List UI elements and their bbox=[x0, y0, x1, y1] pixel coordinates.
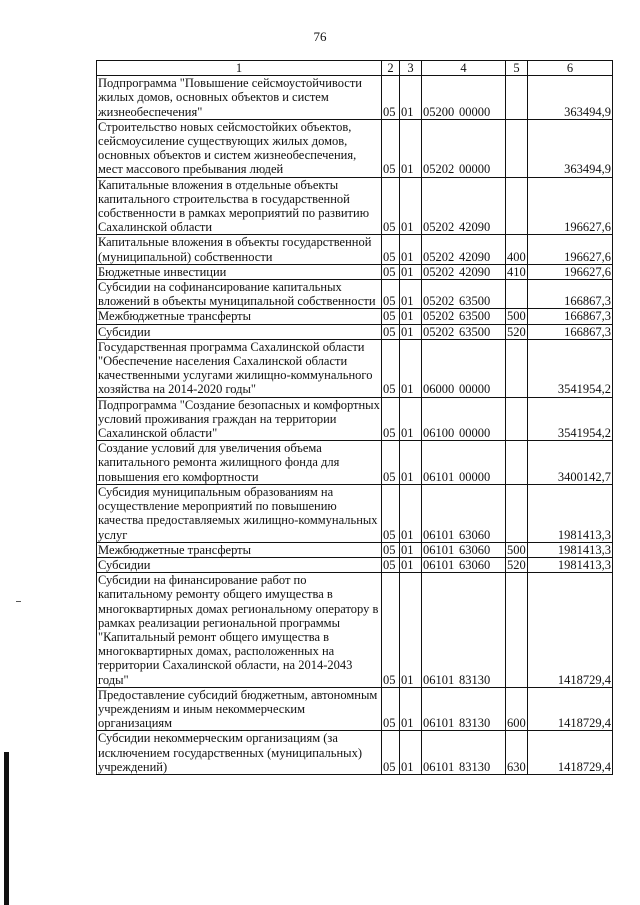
column-header-name: 1 bbox=[97, 61, 382, 76]
row-target-article bbox=[422, 542, 506, 557]
row-amount: 1981413,3 bbox=[528, 484, 613, 542]
row-target-article-direction: 00000 bbox=[459, 426, 491, 441]
row-amount: 3400142,7 bbox=[528, 441, 613, 485]
row-name: Межбюджетные трансферты bbox=[97, 542, 382, 557]
row-section-code: 05 bbox=[382, 119, 400, 177]
table-row bbox=[97, 119, 613, 177]
row-name: Подпрограмма "Создание безопасных и комфортных условий проживания граждан на территории Сахалинской области" bbox=[98, 397, 380, 441]
row-name: Капитальные вложения в объекты государственной (муниципальной) собственности bbox=[97, 235, 382, 264]
row-amount: 1418729,4 bbox=[528, 573, 613, 688]
row-name: Субсидия муниципальным образованиям на осуществление мероприятий по повышению качества предоставляемых жилищно-коммунальных услуг bbox=[97, 484, 382, 542]
row-subsection-code: 01 bbox=[400, 264, 422, 279]
row-target-article bbox=[422, 339, 506, 397]
row-name: Межбюджетные трансферты bbox=[97, 309, 382, 324]
row-name: Государственная программа Сахалинской области "Обеспечение населения Сахалинской области качественными услугами жилищно-коммунального хозяйства на 2014-2020 годы" bbox=[97, 339, 382, 397]
row-amount: 166867,3 bbox=[528, 280, 613, 309]
row-target-article-program: 05202 bbox=[423, 309, 455, 324]
row-section-code: 05 bbox=[382, 177, 400, 235]
row-name: Бюджетные инвестиции bbox=[97, 264, 382, 279]
row-amount: 1418729,4 bbox=[528, 687, 613, 731]
row-target-article-direction: 83130 bbox=[459, 759, 491, 774]
table-row bbox=[97, 280, 613, 309]
row-name: Капитальные вложения в отдельные объекты капитального строительства в государственной собственности в рамках мероприятий по развитию Сахалинской области bbox=[97, 177, 382, 235]
row-name: Подпрограмма "Повышение сейсмоустойчивости жилых домов, основных объектов и систем жизнеобеспечения" bbox=[97, 76, 382, 120]
row-name: Создание условий для увеличения объема капитального ремонта жилищного фонда для повышения его комфортности bbox=[97, 441, 382, 485]
row-amount: 1418729,4 bbox=[528, 731, 613, 775]
row-amount: 363494,9 bbox=[528, 119, 613, 177]
row-target-article-program: 06101 bbox=[423, 716, 455, 731]
row-section-code: 05 bbox=[382, 573, 400, 688]
row-target-article bbox=[422, 177, 506, 235]
row-expense-type bbox=[506, 339, 528, 397]
row-expense-type: 600 bbox=[506, 687, 528, 731]
row-amount: 196627,6 bbox=[528, 235, 613, 264]
row-target-article-program: 06000 bbox=[423, 382, 455, 397]
row-section-code: 05 bbox=[382, 731, 400, 775]
row-section-code: 05 bbox=[382, 264, 400, 279]
row-target-article bbox=[422, 324, 506, 339]
row-target-article bbox=[422, 484, 506, 542]
row-target-article-direction: 63500 bbox=[459, 324, 491, 339]
row-expense-type bbox=[506, 573, 528, 688]
row-amount: 3541954,2 bbox=[528, 397, 613, 441]
row-expense-type: 410 bbox=[507, 264, 526, 279]
column-header-section: 2 bbox=[382, 61, 400, 76]
row-amount: 1981413,3 bbox=[528, 557, 613, 572]
row-target-article-direction: 00000 bbox=[459, 382, 491, 397]
row-target-article-program: 06101 bbox=[423, 527, 455, 542]
row-target-article-direction: 83130 bbox=[459, 672, 491, 687]
page-number: 76 bbox=[313, 29, 327, 44]
row-target-article bbox=[422, 731, 506, 775]
row-target-article-program: 06100 bbox=[423, 426, 455, 441]
row-section-code: 05 bbox=[382, 324, 400, 339]
row-expense-type bbox=[506, 484, 528, 542]
row-expense-type bbox=[506, 177, 528, 235]
row-target-article-program: 05202 bbox=[423, 324, 455, 339]
table-row bbox=[97, 76, 613, 120]
row-subsection-code: 01 bbox=[400, 484, 422, 542]
row-expense-type bbox=[506, 119, 528, 177]
row-name: Субсидии некоммерческим организациям (за исключением государственных (муниципальных) учреждений) bbox=[97, 731, 382, 775]
row-subsection-code: 01 bbox=[400, 324, 422, 339]
row-target-article-program: 05202 bbox=[423, 220, 455, 235]
row-subsection-code: 01 bbox=[400, 119, 422, 177]
row-amount: 1981413,3 bbox=[528, 542, 613, 557]
row-subsection-code: 01 bbox=[400, 280, 422, 309]
row-target-article-direction: 63060 bbox=[459, 542, 491, 557]
row-target-article-program: 06101 bbox=[423, 469, 455, 484]
row-expense-type bbox=[506, 397, 528, 441]
row-name: Субсидии на софинансирование капитальных вложений в объекты муниципальной собственности bbox=[97, 280, 382, 309]
row-target-article bbox=[422, 235, 506, 264]
table-header-row bbox=[97, 61, 613, 76]
row-target-article-program: 06101 bbox=[423, 557, 455, 572]
row-expense-type bbox=[506, 76, 528, 120]
row-amount: 3541954,2 bbox=[528, 339, 613, 397]
row-section-code: 05 bbox=[382, 687, 400, 731]
row-expense-type: 520 bbox=[507, 557, 526, 572]
row-section-code: 05 bbox=[382, 339, 400, 397]
row-target-article bbox=[422, 264, 506, 279]
row-target-article-direction: 42090 bbox=[459, 220, 491, 235]
table-body bbox=[97, 76, 613, 775]
row-target-article bbox=[422, 687, 506, 731]
row-expense-type: 500 bbox=[507, 542, 526, 557]
row-section-code: 05 bbox=[382, 441, 400, 485]
row-subsection-code: 01 bbox=[400, 397, 422, 441]
table-row bbox=[97, 397, 613, 441]
row-target-article-program: 05202 bbox=[423, 294, 455, 309]
row-section-code: 05 bbox=[382, 542, 400, 557]
row-target-article-direction: 63500 bbox=[459, 294, 491, 309]
row-expense-type: 500 bbox=[507, 309, 526, 324]
table-row bbox=[97, 557, 613, 572]
row-target-article bbox=[422, 573, 506, 688]
row-target-article-direction: 83130 bbox=[459, 716, 491, 731]
row-amount: 196627,6 bbox=[528, 177, 613, 235]
row-subsection-code: 01 bbox=[400, 339, 422, 397]
scan-edge-mark bbox=[4, 752, 9, 905]
row-target-article-direction: 00000 bbox=[459, 104, 491, 119]
row-target-article bbox=[422, 76, 506, 120]
column-header-expense-type: 5 bbox=[506, 61, 528, 76]
row-subsection-code: 01 bbox=[400, 557, 422, 572]
row-subsection-code: 01 bbox=[400, 76, 422, 120]
table-row bbox=[97, 309, 613, 324]
row-name: Субсидии bbox=[97, 324, 382, 339]
row-amount: 196627,6 bbox=[528, 264, 613, 279]
row-target-article-direction: 42090 bbox=[459, 249, 491, 264]
table-row bbox=[97, 542, 613, 557]
row-subsection-code: 01 bbox=[400, 687, 422, 731]
row-target-article-program: 06101 bbox=[423, 759, 455, 774]
table-row bbox=[97, 264, 613, 279]
row-target-article-direction: 42090 bbox=[459, 264, 491, 279]
row-name: Предоставление субсидий бюджетным, автономным учреждениям и иным некоммерческим организациям bbox=[97, 687, 382, 731]
row-subsection-code: 01 bbox=[400, 542, 422, 557]
scan-mark bbox=[16, 601, 21, 602]
row-expense-type: 630 bbox=[506, 731, 528, 775]
row-section-code: 05 bbox=[382, 235, 400, 264]
row-expense-type: 520 bbox=[507, 324, 526, 339]
row-subsection-code: 01 bbox=[400, 441, 422, 485]
row-section-code: 05 bbox=[382, 280, 400, 309]
row-target-article-direction: 00000 bbox=[459, 469, 491, 484]
row-section-code: 05 bbox=[382, 484, 400, 542]
row-target-article-program: 06101 bbox=[423, 542, 455, 557]
row-target-article-direction: 63060 bbox=[459, 557, 491, 572]
table-row bbox=[97, 731, 613, 775]
column-header-target-article: 4 bbox=[422, 61, 506, 76]
column-header-amount: 6 bbox=[528, 61, 613, 76]
row-subsection-code: 01 bbox=[400, 309, 422, 324]
row-name: Строительство новых сейсмостойких объектов, сейсмоусиление существующих жилых домов, основных объектов и систем жизнеобеспечения, мест массового пребывания людей bbox=[97, 119, 382, 177]
table-row bbox=[97, 573, 613, 688]
row-name: Субсидии bbox=[97, 557, 382, 572]
table-row bbox=[97, 339, 613, 397]
row-target-article bbox=[422, 397, 506, 441]
row-target-article-direction: 63500 bbox=[459, 309, 491, 324]
row-target-article bbox=[422, 309, 506, 324]
row-target-article-direction: 00000 bbox=[459, 162, 491, 177]
row-amount: 363494,9 bbox=[528, 76, 613, 120]
column-header-subsection: 3 bbox=[400, 61, 422, 76]
row-target-article-program: 05202 bbox=[423, 264, 455, 279]
row-target-article bbox=[422, 441, 506, 485]
budget-table bbox=[96, 60, 613, 775]
row-target-article-program: 06101 bbox=[423, 672, 455, 687]
row-target-article bbox=[422, 280, 506, 309]
row-target-article bbox=[422, 557, 506, 572]
row-section-code: 05 bbox=[382, 557, 400, 572]
row-expense-type bbox=[506, 441, 528, 485]
row-section-code: 05 bbox=[382, 309, 400, 324]
row-target-article bbox=[422, 119, 506, 177]
row-subsection-code: 01 bbox=[400, 177, 422, 235]
row-expense-type bbox=[506, 280, 528, 309]
row-amount: 166867,3 bbox=[528, 309, 613, 324]
table-row bbox=[97, 177, 613, 235]
row-subsection-code: 01 bbox=[400, 731, 422, 775]
row-subsection-code: 01 bbox=[400, 235, 422, 264]
row-expense-type: 400 bbox=[506, 235, 528, 264]
row-amount: 166867,3 bbox=[528, 324, 613, 339]
row-name: Субсидии на финансирование работ по капитальному ремонту общего имущества в многоквартирных домах региональному оператору в рамках реализации региональной программы "Капитальный ремонт общего имущества в многоквартирных домах, расположенных на территории Сахалинской области, на 2014-2043 годы" bbox=[97, 573, 382, 688]
table-row bbox=[97, 687, 613, 731]
table-row bbox=[97, 324, 613, 339]
row-target-article-program: 05202 bbox=[423, 162, 455, 177]
row-section-code: 05 bbox=[382, 76, 400, 120]
row-target-article-program: 05202 bbox=[423, 249, 455, 264]
table-row bbox=[97, 484, 613, 542]
table-row bbox=[97, 235, 613, 264]
table-row bbox=[97, 441, 613, 485]
row-target-article-program: 05200 bbox=[423, 104, 455, 119]
row-section-code: 05 bbox=[382, 397, 400, 441]
row-subsection-code: 01 bbox=[400, 573, 422, 688]
row-target-article-direction: 63060 bbox=[459, 527, 491, 542]
